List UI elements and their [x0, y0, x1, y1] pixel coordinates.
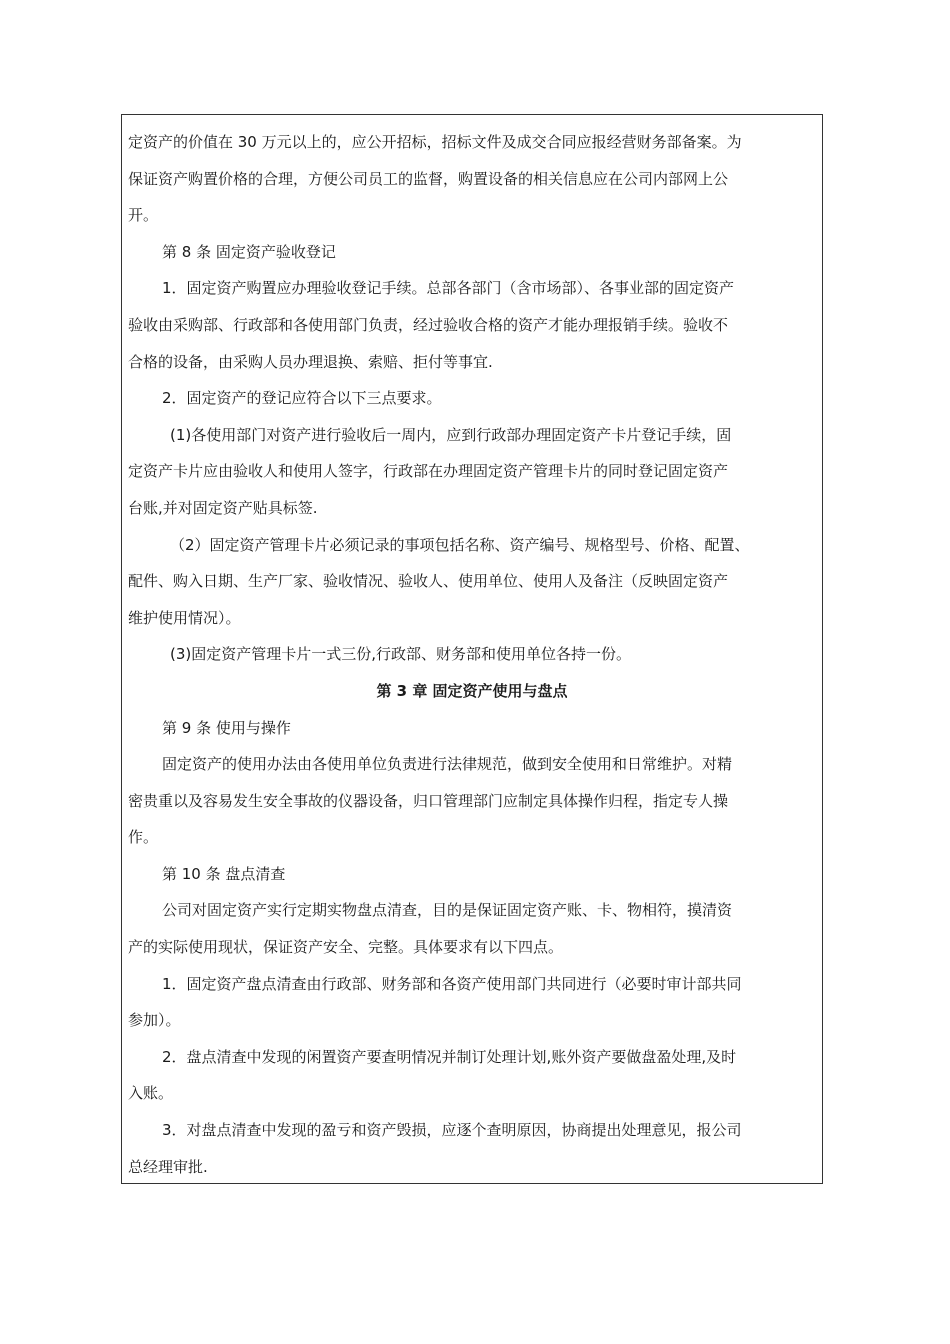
text-line: 2．盘点清查中发现的闲置资产要查明情况并制订处理计划,账外资产要做盘盈处理,及时	[162, 1047, 737, 1066]
article-heading: 第 8 条 固定资产验收登记	[162, 242, 336, 261]
text-line: 定资产的价值在 30 万元以上的，应公开招标，招标文件及成交合同应报经营财务部备案。为	[128, 133, 742, 151]
chapter-heading: 第 3 章 固定资产使用与盘点	[376, 681, 568, 700]
text-line: 开。	[128, 206, 159, 225]
text-line: 验收由采购部、行政部和各使用部门负责，经过验收合格的资产才能办理报销手续。验收不	[128, 315, 729, 334]
text-line: 固定资产的使用办法由各使用单位负责进行法律规范，做到安全使用和日常维护。对精	[162, 755, 733, 774]
text-line: 2．固定资产的登记应符合以下三点要求。	[162, 389, 442, 408]
text-line: 总经理审批.	[128, 1157, 208, 1176]
text-line: 参加）。	[128, 1011, 181, 1030]
article-heading: 第 10 条 盘点清查	[162, 864, 286, 883]
text-line: （2）固定资产管理卡片必须记录的事项包括名称、资产编号、规格型号、价格、配置、	[170, 535, 750, 554]
text-line: 配件、购入日期、生产厂家、验收情况、验收人、使用单位、使用人及备注（反映固定资产	[128, 572, 729, 591]
document-body	[128, 124, 816, 1185]
text-line: 3．对盘点清查中发现的盈亏和资产毁损，应逐个查明原因，协商提出处理意见，报公司	[162, 1121, 742, 1140]
text-line: 维护使用情况）。	[128, 608, 241, 627]
text-line: 台账,并对固定资产贴具标签.	[128, 498, 318, 517]
text-line: 1．固定资产盘点清查由行政部、财务部和各资产使用部门共同进行（必要时审计部共同	[162, 974, 742, 993]
text-line: 定资产卡片应由验收人和使用人签字，行政部在办理固定资产管理卡片的同时登记固定资产	[128, 462, 729, 481]
text-line: 密贵重以及容易发生安全事故的仪器设备，归口管理部门应制定具体操作归程，指定专人操	[128, 791, 729, 810]
text-line: (3)固定资产管理卡片一式三份,行政部、财务部和使用单位各持一份。	[170, 645, 632, 664]
text-line: 作。	[128, 828, 159, 847]
text-line: 产的实际使用现状，保证资产安全、完整。具体要求有以下四点。	[128, 938, 564, 957]
text-line: (1)各使用部门对资产进行验收后一周内，应到行政部办理固定资产卡片登记手续，固	[170, 425, 732, 444]
article-heading: 第 9 条 使用与操作	[162, 718, 291, 737]
text-line: 入账。	[128, 1084, 174, 1103]
text-line: 保证资产购置价格的合理，方便公司员工的监督，购置设备的相关信息应在公司内部网上公	[128, 169, 729, 188]
text-line: 合格的设备，由采购人员办理退换、索赔、拒付等事宜.	[128, 352, 493, 371]
text-line: 1．固定资产购置应办理验收登记手续。总部各部门（含市场部）、各事业部的固定资产	[162, 279, 735, 298]
text-line: 公司对固定资产实行定期实物盘点清查，目的是保证固定资产账、卡、物相符，摸清资	[162, 901, 733, 920]
